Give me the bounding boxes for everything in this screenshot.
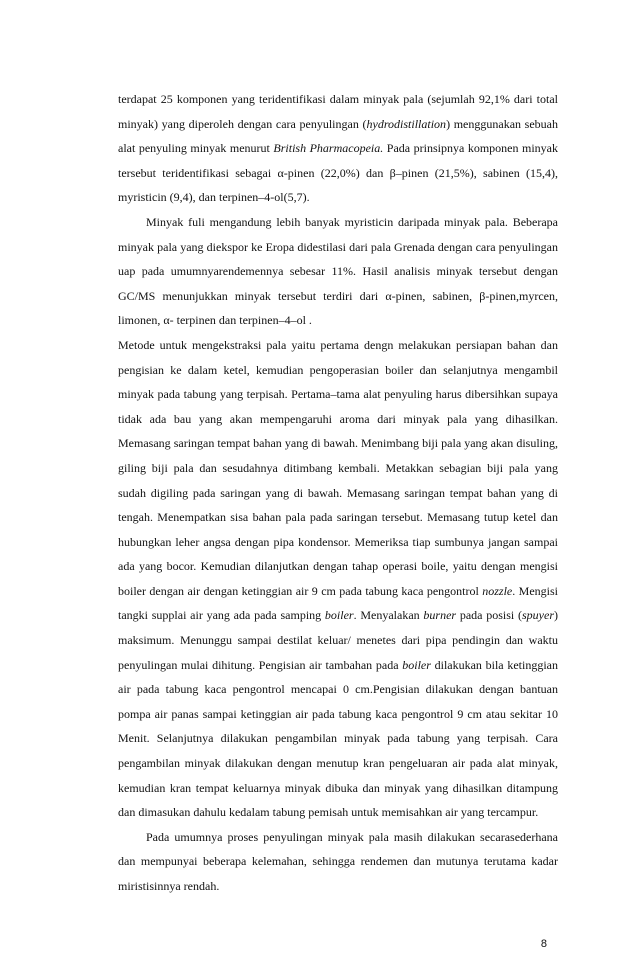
text-run: . Mengisi tangki supplai air yang ada pada samping <box>118 583 559 623</box>
paragraph-1 <box>118 87 558 210</box>
text-run: ) maksimum. Menunggu sampai destilat keluar/ menetes dari pipa pendingin dan waktu penyulingan mulai dihitung. Pengisian air tambahan pada <box>118 608 559 672</box>
paragraph-2: Minyak fuli mengandung lebih banyak myristicin daripada minyak pala. Beberapa minyak pala yang diekspor ke Eropa didestilasi dari pala Grenada dengan cara penyulingan uap pada umumnyarendemennya sebesar 11%. Hasil analisis minyak tersebut dengan GC/MS menunjukkan minyak tersebut terdiri dari α-pinen, sabinen, β-pinen,myrcen, limonen, α- terpinen dan terpinen–4–ol . <box>118 214 558 328</box>
italic-term: British Pharmacopeia. <box>273 141 384 156</box>
italic-term: burner <box>423 608 457 623</box>
italic-term: boiler <box>402 657 431 672</box>
italic-term: hydrodistillation <box>366 116 447 131</box>
text-run: Pada prinsipnya komponen minyak tersebut teridentifikasi sebagai α-pinen (22,0%) dan β–pinen (21,5%), sabinen (15,4), myristicin (9,4), dan terpinen–4-ol(5,7). <box>118 141 559 205</box>
page-number: 8 <box>540 938 547 950</box>
paragraph-3 <box>118 333 558 825</box>
paragraph-4: Pada umumnya proses penyulingan minyak pala masih dilakukan secarasederhana dan mempunyai beberapa kelemahan, sehingga rendemen dan mutunya terutama kadar miristisinnya rendah. <box>118 829 558 893</box>
italic-term: spuyer <box>522 608 555 623</box>
italic-term: boiler <box>324 608 354 623</box>
text-run: dilakukan bila ketinggian air pada tabung kaca pengontrol mencapai 0 cm.Pengisian dilakukan dengan bantuan pompa air panas sampai ketinggian air pada tabung kaca pengontrol 9 cm atau sekitar 10 Menit. Selanjutnya dilakukan pengambilan minyak pada tabung yang terpisah. Cara pengambilan minyak dilakukan dengan menutup kran pengeluaran air pada alat minyak, kemudian kran tempat keluarnya minyak dibuka dan minyak yang dihasilkan ditampung dan dimasukan dahulu kedalam tabung pemisah untuk memisahkan air yang tercampur. <box>118 657 558 820</box>
italic-term: nozzle <box>482 583 513 598</box>
text-run: Metode untuk mengekstraksi pala yaitu pertama dengn melakukan persiapan bahan dan pengisian ke dalam ketel, kemudian pengoperasian boiler dan selanjutnya mengambil minyak pada tabung yang terpisah. Pertama–tama alat penyuling harus dibersihkan supaya tidak ada bau yang akan mempengaruhi aroma dari minyak pala yang dihasilkan. Memasang saringan tempat bahan yang di bawah. Menimbang biji pala yang akan disuling, giling biji pala dan sesudahnya ditimbang kembali. Metakkan sebagian biji pala yang sudah digiling pada saringan yang di bawah. Memasang saringan tempat bahan yang di tengah. Menempatkan sisa bahan pala pada saringan tersebut. Memasang tutup ketel dan hubungkan leher angsa dengan pipa kondensor. Memeriksa tiap sumbunya jangan sampai ada yang bocor. Kemudian dilanjutkan dengan tahap operasi boile, yaitu dengan mengisi boiler dengan air dengan ketinggian air 9 cm pada tabung kaca pengontrol <box>118 337 558 598</box>
body-text <box>118 87 558 899</box>
text-run: . Menyalakan <box>353 608 424 623</box>
text-run: pada posisi ( <box>456 608 523 623</box>
text-run: terdapat 25 komponen yang teridentifikasi dalam minyak pala (sejumlah 92,1% dari total minyak) yang diperoleh dengan cara penyulingan ( <box>118 92 558 131</box>
text-run: ) menggunakan sebuah alat penyuling minyak menurut <box>118 116 558 156</box>
